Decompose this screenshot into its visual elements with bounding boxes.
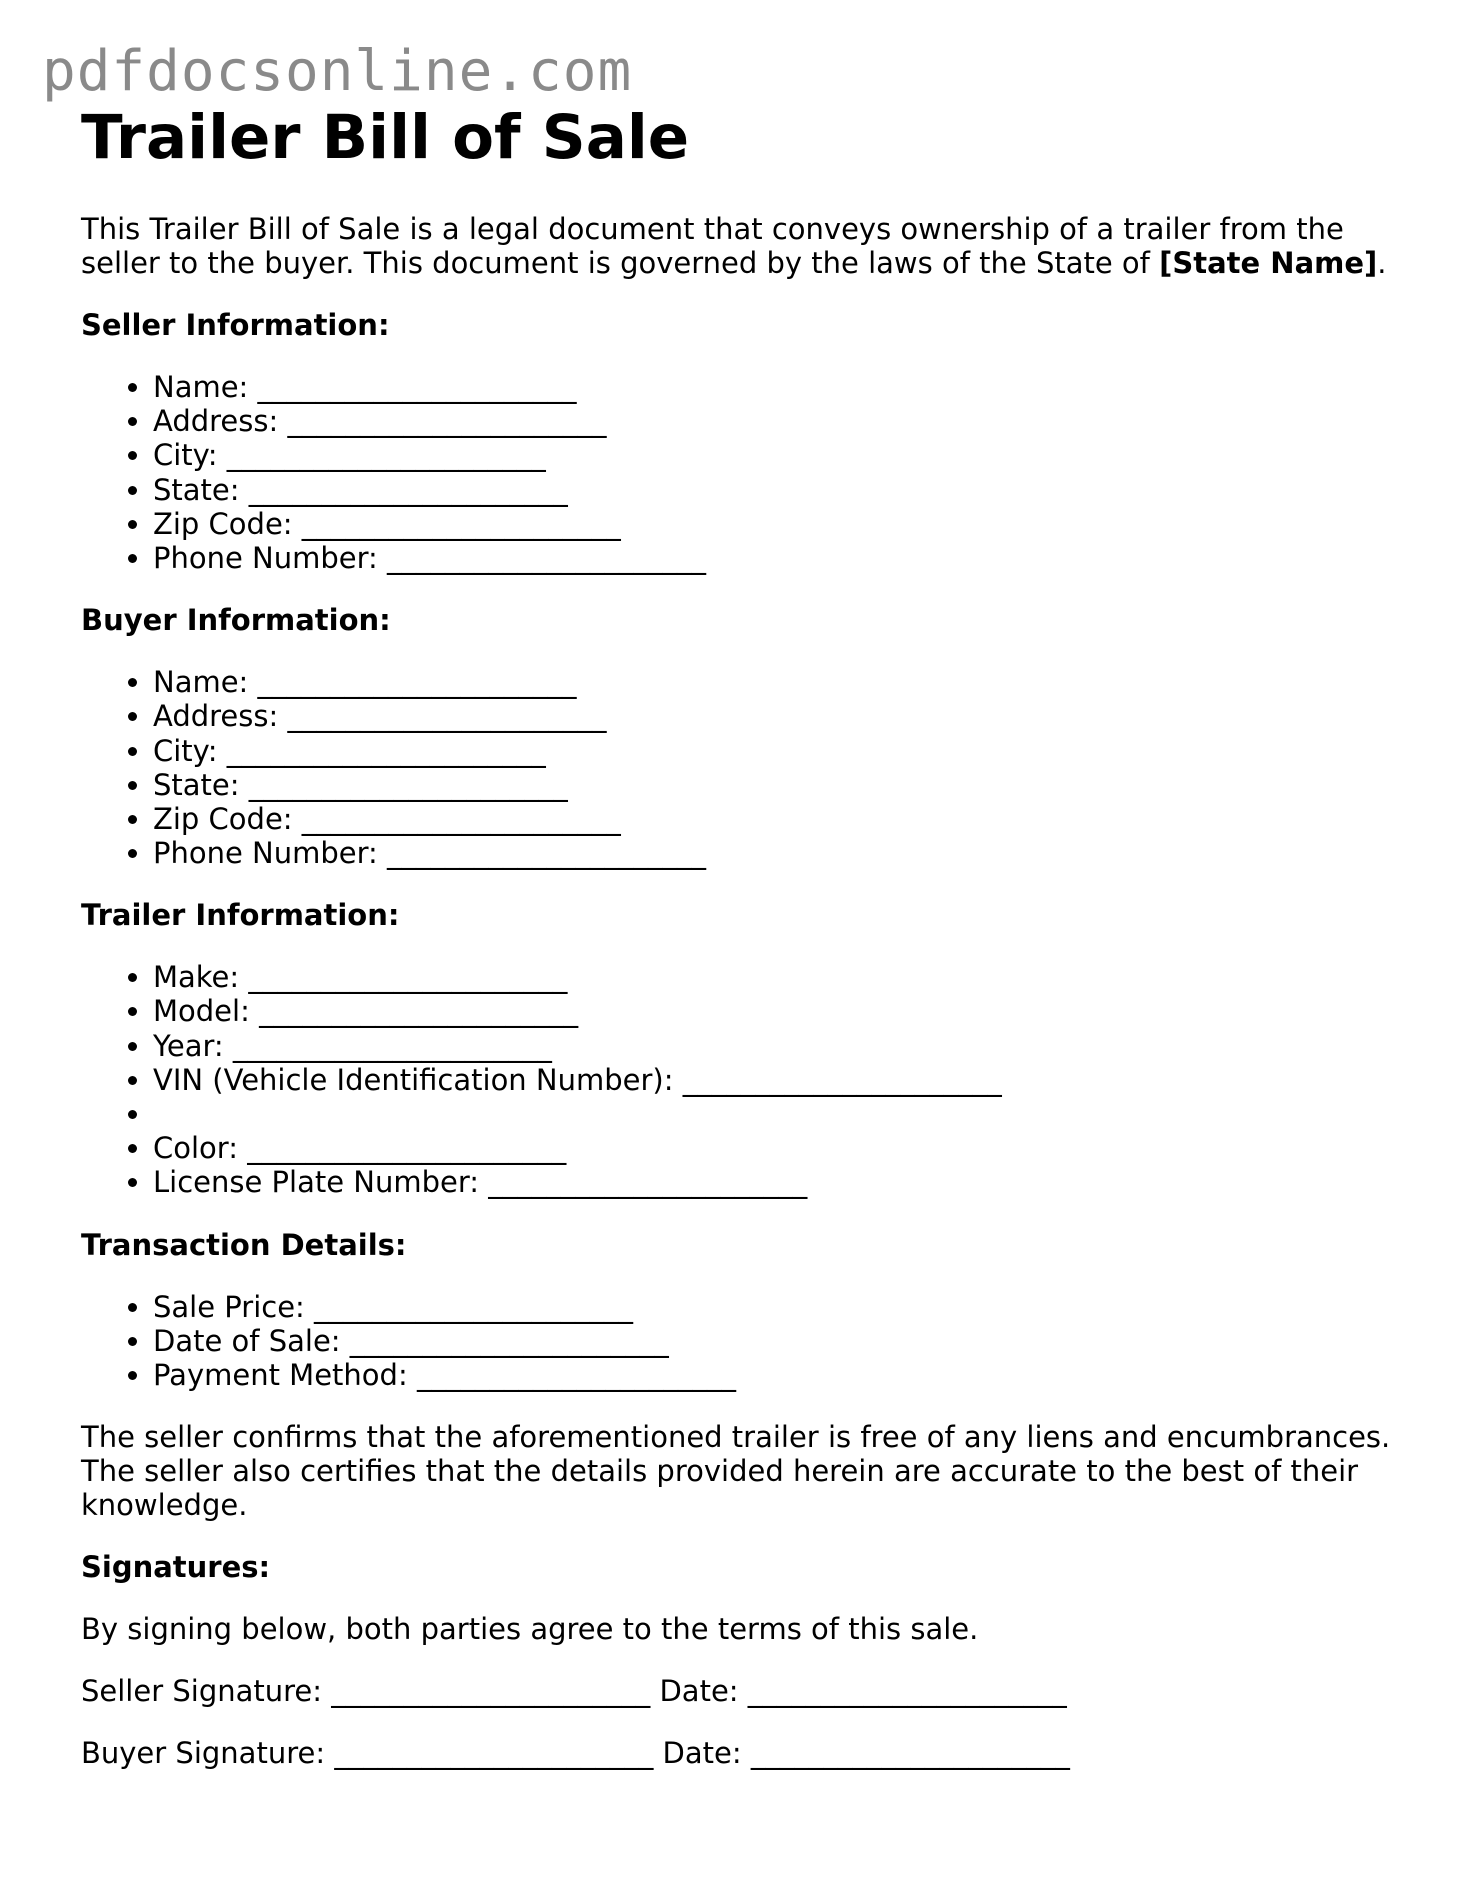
document-page: [81, 104, 1411, 1770]
seller-signature-blank[interactable]: ______________________: [331, 1674, 651, 1709]
form-field-item: [153, 541, 1411, 575]
form-field-blank[interactable]: ______________________: [416, 1357, 736, 1392]
state-name-placeholder: [State Name]: [1159, 246, 1378, 280]
form-field-label: Phone Number:: [153, 836, 378, 871]
form-field-blank[interactable]: ______________________: [287, 699, 607, 734]
form-field-blank[interactable]: ______________________: [301, 801, 621, 836]
form-field-blank[interactable]: ______________________: [248, 472, 568, 507]
seller-field-list: [81, 370, 1411, 575]
form-field-label: VIN (Vehicle Identification Number):: [153, 1062, 674, 1097]
form-field-label: Date of Sale:: [153, 1323, 341, 1358]
form-field-item: [153, 1131, 1411, 1165]
form-field-blank[interactable]: ______________________: [387, 836, 707, 871]
form-field-item: [153, 1063, 1411, 1097]
form-field-blank[interactable]: ______________________: [488, 1165, 808, 1200]
trailer-field-list: [81, 960, 1411, 1199]
form-field-label: Name:: [153, 665, 249, 700]
form-field-label: State:: [153, 767, 240, 802]
form-field-blank[interactable]: ______________________: [314, 1289, 634, 1324]
seller-signature-line: [81, 1674, 1411, 1708]
seller-heading: Seller Information:: [81, 308, 390, 342]
form-field-item: [153, 699, 1411, 733]
form-field-item: [153, 1029, 1411, 1063]
form-field-blank[interactable]: ______________________: [387, 540, 707, 575]
form-field-label: Zip Code:: [153, 506, 293, 541]
intro-end: .: [1377, 246, 1387, 280]
form-field-blank[interactable]: ______________________: [682, 1062, 1002, 1097]
transaction-field-list: [81, 1290, 1411, 1393]
form-field-label: License Plate Number:: [153, 1165, 480, 1200]
seller-signature-label: Seller Signature:: [81, 1674, 323, 1709]
form-field-item: [153, 802, 1411, 836]
buyer-signature-label: Buyer Signature:: [81, 1736, 326, 1771]
form-field-label: Sale Price:: [153, 1289, 305, 1324]
form-field-item: [153, 404, 1411, 438]
form-field-label: Color:: [153, 1131, 238, 1166]
form-field-label: Name:: [153, 370, 249, 404]
form-field-label: Make:: [153, 960, 240, 995]
intro-paragraph: [81, 212, 1411, 280]
form-field-item: [153, 370, 1411, 404]
form-field-item: [153, 473, 1411, 507]
form-field-item: [153, 1358, 1411, 1392]
form-field-item: [153, 768, 1411, 802]
form-field-item: [153, 1165, 1411, 1199]
form-field-label: State:: [153, 472, 240, 507]
document-title: Trailer Bill of Sale: [81, 102, 690, 173]
form-field-item: [153, 836, 1411, 870]
form-field-item: [153, 665, 1411, 699]
form-field-blank[interactable]: ______________________: [232, 1028, 552, 1063]
form-field-label: City:: [153, 733, 218, 768]
transaction-heading: Transaction Details:: [81, 1227, 407, 1262]
form-field-blank[interactable]: ______________________: [257, 665, 577, 700]
buyer-signature-blank[interactable]: ______________________: [334, 1736, 654, 1771]
watermark: pdfdocsonline.com: [42, 39, 633, 104]
form-field-item: [153, 1324, 1411, 1358]
form-field-blank[interactable]: ______________________: [226, 438, 546, 473]
form-field-blank[interactable]: ______________________: [259, 994, 579, 1029]
form-field-item: [153, 960, 1411, 994]
form-field-label: Model:: [153, 994, 250, 1029]
form-field-blank[interactable]: ______________________: [248, 960, 568, 995]
form-field-item: [153, 734, 1411, 768]
form-field-blank[interactable]: ______________________: [301, 506, 621, 541]
form-field-label: Year:: [153, 1028, 224, 1063]
form-field-item: [153, 438, 1411, 472]
form-field-item: [153, 994, 1411, 1028]
form-field-label: Address:: [153, 404, 279, 439]
buyer-date-blank[interactable]: ______________________: [750, 1736, 1070, 1771]
signatures-note: By signing below, both parties agree to the terms of this sale.: [81, 1612, 979, 1647]
form-field-label: Address:: [153, 699, 279, 734]
form-field-blank[interactable]: ______________________: [349, 1323, 669, 1358]
form-field-item: [153, 507, 1411, 541]
buyer-heading: Buyer Information:: [81, 603, 391, 638]
form-field-item: [153, 1097, 1411, 1131]
buyer-date-label: Date:: [662, 1736, 742, 1771]
buyer-signature-line: [81, 1736, 1411, 1770]
form-field-blank[interactable]: ______________________: [287, 404, 607, 439]
form-field-blank[interactable]: ______________________: [247, 1131, 567, 1166]
form-field-item: [153, 1290, 1411, 1324]
seller-date-label: Date:: [659, 1674, 739, 1709]
form-field-label: Zip Code:: [153, 801, 293, 836]
form-field-label: Payment Method:: [153, 1357, 408, 1392]
intro-text: This Trailer Bill of Sale is a legal document that conveys ownership of a trailer from the seller to the buyer. This document is governed by the laws of the State of: [81, 212, 1344, 280]
form-field-blank[interactable]: ______________________: [248, 767, 568, 802]
seller-date-blank[interactable]: ______________________: [747, 1674, 1067, 1709]
form-field-blank[interactable]: ______________________: [257, 370, 577, 404]
form-field-blank[interactable]: ______________________: [226, 733, 546, 768]
form-field-label: City:: [153, 438, 218, 473]
signatures-heading: Signatures:: [81, 1550, 271, 1585]
form-field-label: Phone Number:: [153, 540, 378, 575]
closing-paragraph: The seller confirms that the aforementioned trailer is free of any liens and encumbrances. The seller also certifies that the details provided herein are accurate to the best of their knowledge.: [81, 1420, 1391, 1523]
trailer-heading: Trailer Information:: [81, 898, 400, 933]
buyer-field-list: [81, 665, 1411, 870]
